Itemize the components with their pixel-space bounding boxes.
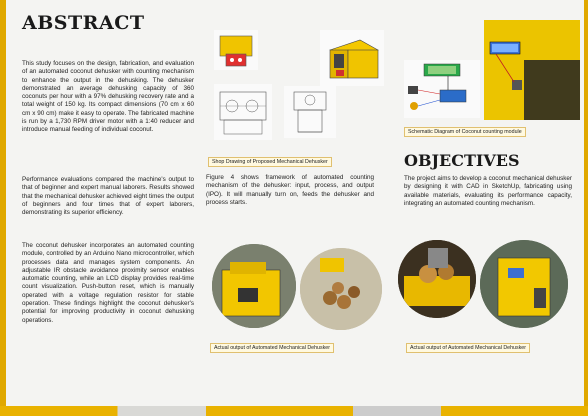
machine-orthographic-drawing-front bbox=[214, 84, 272, 140]
actual-output-photo-1 bbox=[212, 244, 296, 328]
abstract-paragraph-1: This study focuses on the design, fabrication, and evaluation of an automated coconut dehusker with counting mechanism to enhance the output in the dehusking. The dehusker demonstrated an average dehusking capacity of 360 coconuts per hour with a 97% dehusking recovery rate and a total weight of 150 kg. Its compact dimensions (70 cm x 60 cm x 90 cm) make it easy to operate. The fabricated machine is run by a 1,730 RPM driver motor with a 1:40 reducer and introduce manual feeding of individual coconut. bbox=[22, 60, 194, 134]
figure-4-description: Figure 4 shows framework of automated counting mechanism of the dehusker: input, process, and output (IPO). It will manually turn on, feeds the dehusker and process starts. bbox=[206, 174, 374, 206]
abstract-paragraph-2: Performance evaluations compared the machine's output to that of beginner and expert manual laborers. Results showed that the mechanical dehusker achieved eight times the output of beginners and four times that of expert laborers, demonstrating its superior efficiency. bbox=[22, 176, 194, 217]
left-accent-band bbox=[0, 0, 6, 416]
abstract-paragraph-3: The coconut dehusker incorporates an automated counting module, controlled by an Arduino Nano microcontroller, which processes data and manages system components. An adjustable IR obstacle avoidance proximity sensor enables automatic counting, while an LCD display provides real-time count visualization. Push-button reset, which is manually operated with a voltage regulation resistor for stable operation. These findings highlight the coconut dehusker's potential for improving productivity in coconut dehusking operations. bbox=[22, 242, 194, 324]
schematic-caption: Schematic Diagram of Coconut counting module bbox=[404, 127, 526, 137]
objectives-text: The project aims to develop a coconut mechanical dehusker by designing it with CAD in SketchUp, fabricating using available materials, evaluating its performance capacity, integrating an automated counting mechanism. bbox=[404, 175, 572, 207]
machine-3d-view-small bbox=[214, 30, 258, 70]
actual-output-photo-3 bbox=[398, 240, 476, 318]
shop-drawing-caption: Shop Drawing of Proposed Mechanical Dehusker bbox=[208, 157, 332, 167]
footer-stripe bbox=[0, 406, 588, 416]
actual-output-caption-2: Actual output of Automated Mechanical Dehusker bbox=[406, 343, 530, 353]
actual-output-photo-2 bbox=[300, 248, 382, 330]
counting-module-schematic bbox=[404, 60, 480, 118]
actual-output-caption-1: Actual output of Automated Mechanical Dehusker bbox=[210, 343, 334, 353]
right-accent-band bbox=[584, 0, 588, 416]
machine-orthographic-drawing-side bbox=[284, 86, 336, 138]
machine-3d-view-large bbox=[320, 30, 384, 86]
counting-module-photo bbox=[484, 20, 580, 120]
objectives-title: OBJECTIVES bbox=[404, 151, 520, 170]
actual-output-photo-4 bbox=[480, 240, 568, 328]
abstract-title: ABSTRACT bbox=[22, 12, 145, 34]
